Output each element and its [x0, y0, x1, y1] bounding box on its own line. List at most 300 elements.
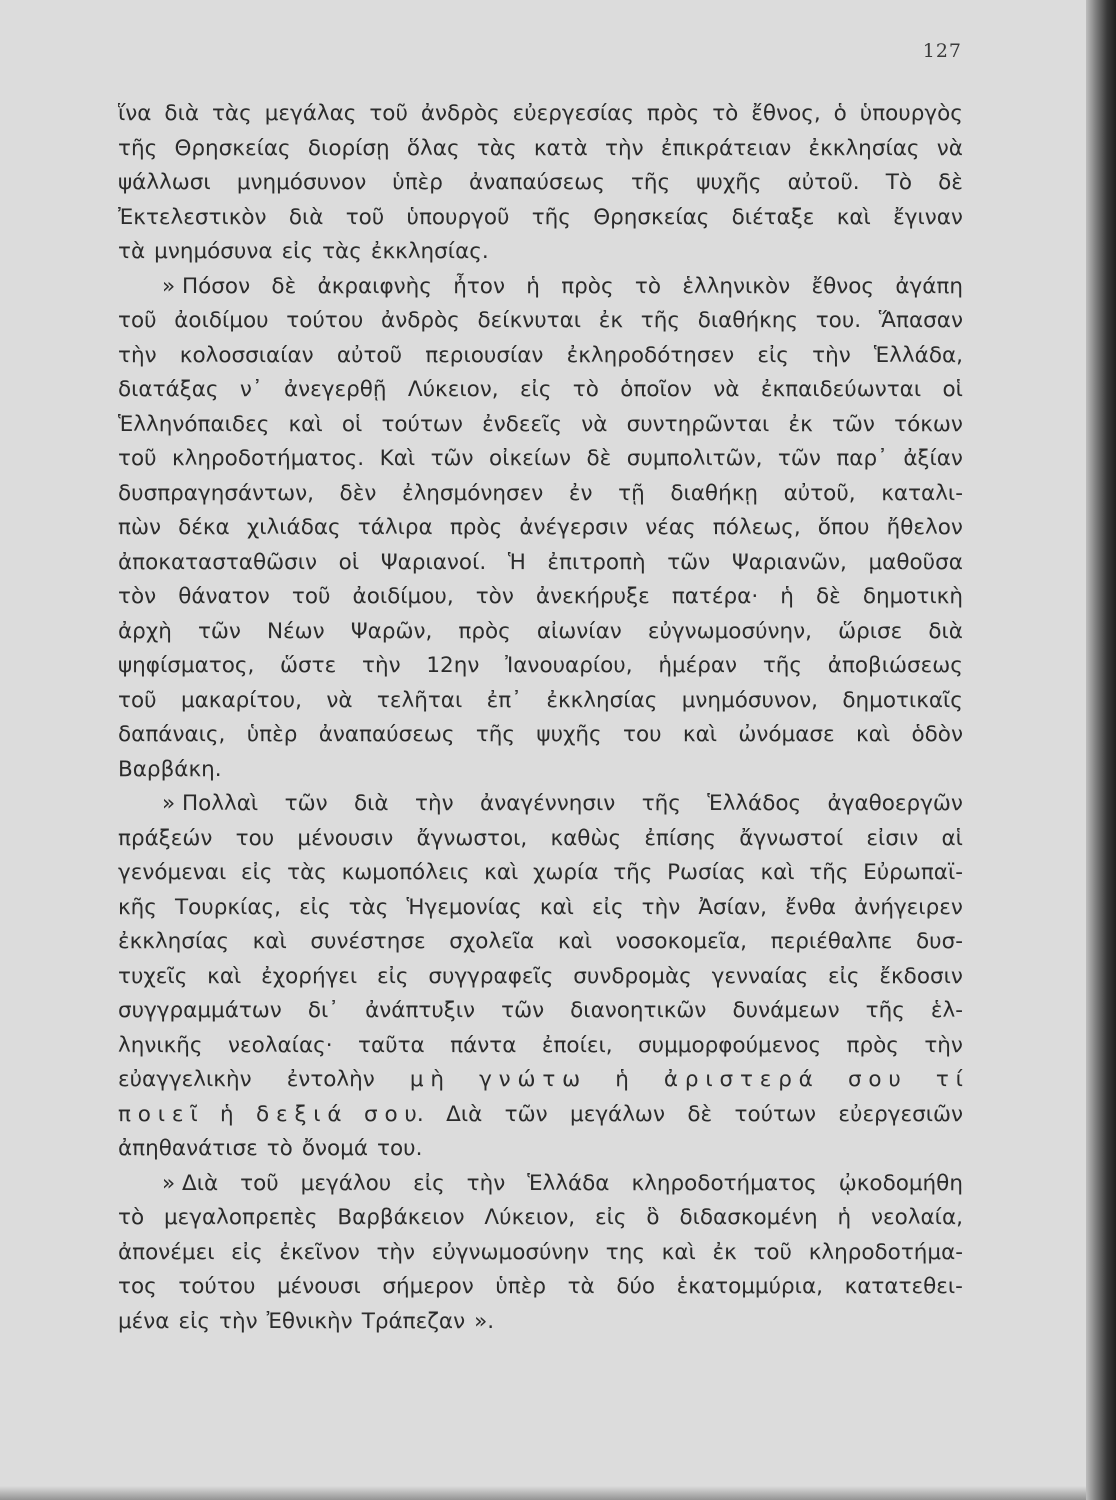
word: τόκων: [894, 411, 963, 437]
word: τούτων: [381, 411, 463, 437]
word: πρὸς: [561, 273, 614, 299]
text-line: [118, 1167, 963, 1202]
word: πόλεως,: [712, 515, 801, 540]
word: τὴν: [219, 1308, 258, 1334]
word: » Πόσον: [162, 273, 251, 299]
word: περιέθαλπε: [770, 929, 893, 954]
word: Βαρβάκη.: [118, 756, 222, 782]
word: ἐκπαιδεύωνται: [760, 377, 922, 402]
book-gutter-shadow: [1086, 0, 1116, 1500]
word: μεγάλων: [570, 1101, 665, 1127]
word: πατέρα·: [671, 584, 759, 609]
word: δέκα: [178, 515, 230, 540]
word: καὶ: [836, 204, 871, 230]
word: καὶ: [661, 1239, 696, 1265]
word: εὐεργεσιῶν: [838, 1101, 963, 1127]
word: τῆς: [118, 135, 158, 161]
word: ἵνα: [118, 101, 152, 126]
word: ἔγιναν: [893, 204, 963, 230]
word: νὰ: [713, 377, 740, 402]
word: Νέων: [266, 618, 325, 644]
word: δυνάμεων: [732, 998, 840, 1023]
word: τὴν: [605, 135, 644, 161]
word: μένουσιν: [297, 825, 394, 851]
word: εὐαγγελικὴν: [118, 1067, 252, 1092]
word: Ἐθνικὴν: [266, 1308, 353, 1334]
word: τῶν: [504, 1101, 548, 1127]
word: συμπολιτῶν,: [626, 446, 763, 471]
word: γενόμεναι: [118, 860, 227, 885]
text-line: [118, 339, 963, 374]
word: τῆς: [475, 722, 516, 747]
word: ἐκκλησίας: [546, 687, 658, 713]
word: ἡ: [220, 1101, 234, 1127]
word: Τράπεζαν: [361, 1308, 466, 1334]
word: εἰς: [592, 894, 624, 920]
word: τοῦ: [240, 1170, 279, 1196]
word: ἀρχὴ: [118, 618, 172, 644]
word: ἐκ: [788, 411, 813, 437]
word: τῶν: [667, 549, 711, 575]
word: μνημόσυνον: [236, 170, 367, 195]
word: ἀποκατασταθῶσιν: [118, 549, 318, 575]
word: τὸ: [266, 1136, 293, 1161]
text-line: [118, 304, 963, 339]
word: δ ε ξ ι ά: [256, 1101, 342, 1127]
word: πὼν: [118, 515, 161, 540]
word: του.: [377, 1136, 423, 1161]
word: ἀοιδίμου: [174, 308, 269, 333]
word: Ἑλλάδος: [707, 791, 802, 816]
word: τὴν: [466, 1170, 506, 1196]
word: ἀνέγερσιν: [519, 515, 629, 540]
word: ἐπικράτειαν: [660, 135, 792, 161]
word: τος: [118, 1274, 157, 1299]
word: συντηρῶνται: [626, 411, 770, 437]
word: πράξεών: [118, 825, 213, 851]
word: ὁποῖον: [620, 377, 692, 402]
word: διδασκομένη: [679, 1205, 818, 1230]
text-line: [118, 408, 963, 443]
word: ἡμέραν: [658, 653, 738, 678]
word: ἤθελον: [886, 515, 963, 540]
word: τυχεῖς: [118, 963, 188, 989]
word: ἐκκλησίας.: [370, 239, 489, 264]
word: δὲ: [815, 584, 841, 609]
word: ἀνδρὸς: [381, 308, 460, 333]
word: δημοτικαῖς: [842, 687, 963, 713]
word: μεγαλοπρεπὲς: [163, 1205, 318, 1230]
word: εἰς: [178, 1308, 211, 1334]
word: ἐκ: [598, 308, 624, 333]
word: ᾠκοδομήθη: [838, 1170, 963, 1196]
word: εἰς: [757, 342, 789, 368]
text-line: [118, 270, 963, 305]
text-line: [118, 546, 963, 581]
text-line: [118, 1132, 963, 1167]
word: μεγάλου: [300, 1170, 392, 1196]
word: ἐκεῖνον: [279, 1239, 360, 1265]
word: νὰ: [581, 411, 608, 437]
word: Θρησκείας: [174, 135, 291, 161]
word: μ ὴ: [409, 1067, 444, 1092]
word: τὴν: [362, 653, 401, 678]
word: ἐπιτροπὴ: [547, 549, 646, 575]
word: μνημόσυνον,: [681, 687, 818, 713]
word: διαθήκῃ: [670, 480, 759, 506]
word: ἐπ᾿: [486, 687, 522, 713]
word: ἑκατομμύρια,: [676, 1274, 823, 1299]
word: τῇ: [618, 480, 645, 506]
word: εἰς: [413, 1170, 445, 1196]
word: καὶ: [557, 929, 592, 954]
word: ἡ: [615, 1067, 629, 1092]
word: τῆς: [641, 791, 681, 816]
word: τοῦ: [291, 584, 331, 609]
word: ὄνομά: [301, 1136, 369, 1161]
word: συμμορφούμενος: [638, 1032, 822, 1058]
word: διαθήκης: [697, 308, 799, 333]
word: ὁδὸν: [911, 722, 963, 747]
word: ὁ: [833, 101, 847, 126]
text-line: [118, 891, 963, 926]
word: ἔκδοσιν: [879, 963, 963, 989]
word: τὸν: [118, 584, 157, 609]
word: συνέστησε: [310, 929, 426, 954]
word: εἰς: [828, 963, 860, 989]
word: ἡ: [780, 584, 794, 609]
word: της: [605, 1239, 645, 1265]
word: καὶ: [682, 722, 718, 747]
word: εἰς: [231, 1239, 263, 1265]
word: ἐκκλησίας: [808, 135, 920, 161]
word: ληνικῆς: [118, 1032, 203, 1058]
word: διὰ: [354, 791, 389, 816]
word: ὥστε: [280, 653, 337, 678]
word: τὴν: [812, 342, 851, 368]
word: ἡ: [526, 273, 540, 299]
word: κῆς: [118, 894, 157, 920]
word: τῆς: [640, 308, 680, 333]
word: τὴν: [415, 791, 454, 816]
word: εὐγνωμοσύνην: [431, 1239, 590, 1265]
word: διέταξε: [731, 204, 815, 230]
text-line: [118, 132, 963, 167]
word: καὶ: [539, 894, 574, 920]
word: μνημόσυνα: [154, 239, 273, 264]
word: Διὰ: [446, 1101, 483, 1127]
word: δὲ: [687, 1101, 713, 1127]
text-line: [118, 1063, 963, 1098]
word: ἀξίαν: [903, 446, 963, 471]
text-line: [118, 684, 963, 719]
word: πρὸς: [646, 101, 700, 126]
text-line: [118, 822, 963, 857]
word: μένα: [118, 1308, 170, 1334]
word: ἑλληνικὸν: [682, 273, 791, 299]
word: ὑπουργοῦ: [406, 204, 510, 230]
word: εἰς: [519, 377, 552, 402]
text-line: [118, 1029, 963, 1064]
word: ἐκληροδότησεν: [566, 342, 735, 368]
word: αὐτοῦ.: [787, 170, 860, 195]
word: ἀοιδίμου,: [352, 584, 454, 609]
word: Ἀσίαν,: [698, 894, 767, 920]
word: » Διὰ: [162, 1170, 219, 1196]
page-bottom-edge: [0, 1486, 1086, 1500]
word: τὸ: [572, 377, 599, 402]
word: ἔθνος: [811, 273, 875, 299]
word: συγγραφεῖς: [428, 963, 554, 989]
word: Ἑλλάδα: [527, 1170, 610, 1196]
word: ἀνήγειρεν: [854, 894, 963, 920]
word: καὶ: [252, 929, 287, 954]
word: Βαρβάκειον: [337, 1205, 465, 1230]
word: ἐχορήγει: [261, 963, 358, 989]
text-line: [118, 960, 963, 995]
word: διορίσῃ: [307, 135, 390, 161]
word: ἀνεκήρυξε: [535, 584, 650, 609]
word: τελῆται: [376, 687, 463, 713]
word: συγγραμμάτων: [118, 998, 282, 1023]
word: τ ί: [935, 1067, 963, 1092]
word: αἰωνίαν: [536, 618, 622, 644]
word: αἱ: [941, 825, 963, 851]
word: τῆς: [865, 998, 905, 1023]
text-line: [118, 1270, 963, 1305]
word: ὃ: [646, 1205, 660, 1230]
word: διὰ: [928, 618, 963, 644]
word: τὰ: [567, 1274, 595, 1299]
word: κατατεθει-: [844, 1274, 963, 1299]
word: Ἰανουαρίου,: [505, 653, 633, 678]
word: τοῦ: [753, 1239, 792, 1265]
word: τῶν: [501, 998, 545, 1023]
word: ἦτον: [453, 273, 505, 299]
word: Λύκειον,: [484, 1205, 576, 1230]
text-line: [118, 580, 963, 615]
word: ἡ: [837, 1205, 852, 1230]
word: τῶν: [831, 411, 875, 437]
word: τάλιρα: [357, 515, 433, 540]
word: κληροδοτήματος.: [172, 446, 365, 471]
word: Λύκειον,: [407, 377, 499, 402]
word: χωρία: [532, 860, 599, 885]
word: τοῦ: [369, 101, 408, 126]
word: Εὐρωπαϊ-: [863, 860, 963, 885]
word: τὰ: [118, 239, 146, 264]
word: ν᾿: [239, 377, 263, 402]
word: νέας: [645, 515, 696, 540]
word: δὲν: [339, 480, 377, 506]
word: δείκνυται: [477, 308, 582, 333]
word: ἐκ: [712, 1239, 737, 1265]
word: τοῦ: [118, 687, 157, 713]
word: ἀναπαύσεως: [469, 170, 605, 195]
word: διὰ: [164, 101, 200, 126]
word: 12ην: [426, 653, 480, 678]
word: Ρωσίας: [667, 860, 746, 885]
word: τὸ: [712, 101, 739, 126]
text-line: [118, 442, 963, 477]
word: Ἑλληνόπαιδες: [118, 411, 270, 437]
word: σήμερον: [382, 1274, 474, 1299]
word: εὐεργεσίας: [512, 101, 634, 126]
word: τοῦ: [345, 204, 385, 230]
word: του.: [815, 308, 862, 333]
word: δημοτικὴ: [862, 584, 963, 609]
word: τὸν: [475, 584, 514, 609]
word: ὥρισε: [838, 618, 903, 644]
word: μακαρίτου,: [180, 687, 302, 713]
word: εἰς: [281, 239, 314, 264]
word: διανοητικῶν: [570, 998, 707, 1023]
word: νὰ: [936, 135, 963, 161]
word: ἐν: [568, 480, 593, 506]
word: τὰς: [322, 239, 362, 264]
word: καὶ: [288, 411, 323, 437]
word: ἀνδρὸς: [420, 101, 500, 126]
word: Τὸ: [885, 170, 913, 195]
word: τοῦ: [118, 446, 157, 471]
word: σ ο υ: [847, 1067, 901, 1092]
word: τῆς: [630, 170, 671, 195]
word: περιουσίαν: [425, 342, 544, 368]
word: πρὸς: [458, 618, 511, 644]
word: κληροδοτήμα-: [808, 1239, 963, 1265]
word: καθὼς: [550, 825, 622, 851]
text-line: [118, 1236, 963, 1271]
word: τῶν: [777, 446, 821, 471]
word: τὸ: [118, 1205, 145, 1230]
word: νεολαία,: [870, 1205, 963, 1230]
word: εἰσιν: [866, 825, 919, 851]
text-line: [118, 166, 963, 201]
word: ἀπηθανάτισε: [118, 1136, 258, 1161]
text-line: [118, 994, 963, 1029]
text-line: [118, 856, 963, 891]
word: ἐντολὴν: [286, 1067, 375, 1092]
word: δι᾿: [307, 998, 340, 1023]
text-line: [118, 787, 963, 822]
word: γενναίας: [711, 963, 809, 989]
word: πρὸς: [846, 1032, 899, 1058]
word: νὰ: [326, 687, 353, 713]
word: Ἡγεμονίας: [406, 894, 522, 920]
word: Ἅπασαν: [878, 308, 963, 333]
word: τὰς: [476, 135, 517, 161]
word: σχολεῖα: [449, 929, 535, 954]
word: διὰ: [288, 204, 324, 230]
word: ἔνθα: [785, 894, 837, 920]
word: καὶ: [760, 860, 795, 885]
word: π ο ι ε ῖ: [118, 1101, 198, 1127]
word: καὶ: [484, 860, 519, 885]
word: ἀναγέννησιν: [480, 791, 616, 816]
word: κατὰ: [533, 135, 588, 161]
word: εἰς: [299, 894, 331, 920]
word: ἀκραιφνὴς: [317, 273, 432, 299]
word: οἱ: [942, 377, 963, 402]
word: ψυχῆς: [696, 170, 762, 195]
word: συνδρομὰς: [573, 963, 692, 989]
word: τῆς: [613, 860, 653, 885]
word: ».: [474, 1308, 495, 1334]
text-line: [118, 373, 963, 408]
word: τὰς: [287, 860, 327, 885]
word: αὐτοῦ,: [783, 480, 856, 506]
word: ταῦτα: [358, 1032, 425, 1058]
word: δὲ: [938, 170, 963, 195]
text-line: [118, 753, 963, 788]
word: ἀγάπη: [895, 273, 963, 299]
word: πρὸς: [449, 515, 503, 540]
word: ψηφίσματος,: [118, 653, 255, 678]
word: μεγάλας: [264, 101, 357, 126]
word: Θρησκείας: [593, 204, 710, 230]
word: κολοσσιαίαν: [179, 342, 314, 368]
word: ὅπου: [817, 515, 870, 540]
word: πάντα: [450, 1032, 517, 1058]
text-line: [118, 97, 963, 132]
word: καὶ: [207, 963, 242, 989]
word: παρ᾿: [836, 446, 888, 471]
word: δυσπραγησάντων,: [118, 480, 314, 506]
word: σ ο υ.: [363, 1101, 424, 1127]
text-line: [118, 511, 963, 546]
text-line: [118, 1201, 963, 1236]
text-line: [118, 235, 963, 270]
word: τοῦ: [118, 308, 157, 333]
word: Ἐκτελεστικὸν: [118, 204, 267, 230]
word: μένουσι: [276, 1274, 361, 1299]
text-line: [118, 615, 963, 650]
word: του: [623, 722, 662, 747]
word: εἰς: [240, 860, 273, 885]
text-line: [118, 649, 963, 684]
word: χιλιάδας: [246, 515, 341, 540]
body-text: [118, 97, 963, 1339]
word: ἐνδεεῖς: [482, 411, 563, 437]
word: διατάξας: [118, 377, 219, 402]
word: τῶν: [284, 791, 328, 816]
word: οἰκείων: [489, 446, 572, 471]
word: τὴν: [376, 1239, 416, 1265]
word: ὑπὲρ: [246, 722, 298, 747]
word: ὑπὲρ: [392, 170, 443, 195]
word: εὐγνωμοσύνην,: [647, 618, 813, 644]
word: ἄγνωστοι,: [416, 825, 528, 851]
text-line: [118, 718, 963, 753]
word: ὠνόμασε: [738, 722, 835, 747]
word: τῆς: [531, 204, 571, 230]
word: τούτου: [286, 308, 364, 333]
word: τῶν: [197, 618, 241, 644]
word: Καὶ: [379, 446, 416, 471]
text-line: [118, 201, 963, 236]
word: τούτου: [178, 1274, 256, 1299]
word: Ἑλλάδα,: [873, 342, 963, 368]
word: ἄγνωστοί: [739, 825, 844, 851]
page-number: 127: [922, 40, 962, 62]
word: τὴν: [924, 1032, 963, 1058]
word: τὴν: [118, 342, 157, 368]
text-line: [118, 925, 963, 960]
word: καταλι-: [881, 480, 963, 506]
word: ἑλ-: [930, 998, 963, 1023]
word: τῶν: [430, 446, 474, 471]
word: ἀποβιώσεως: [827, 653, 963, 678]
